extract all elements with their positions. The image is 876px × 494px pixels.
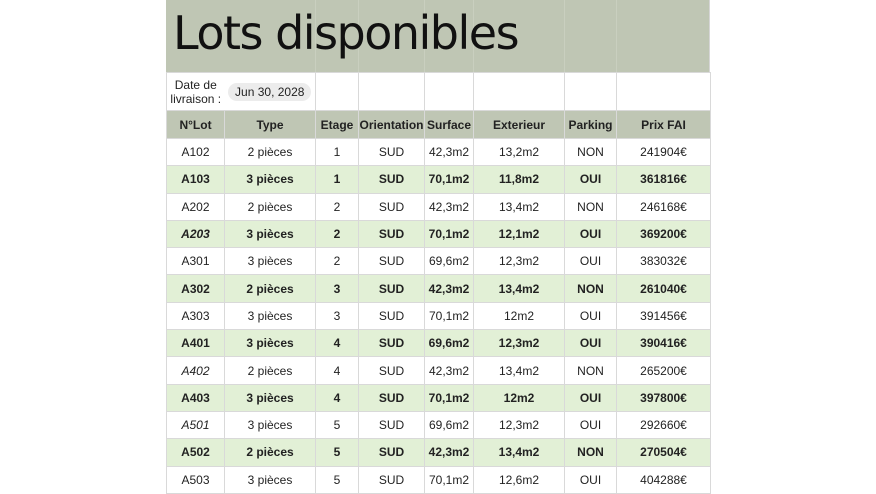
cell-lot[interactable]: A302 bbox=[167, 275, 225, 302]
cell-type[interactable]: 3 pièces bbox=[225, 248, 316, 275]
cell-type[interactable]: 3 pièces bbox=[225, 466, 316, 493]
cell-orientation[interactable]: SUD bbox=[359, 139, 425, 166]
cell-surface[interactable]: 42,3m2 bbox=[425, 139, 474, 166]
cell-etage[interactable]: 3 bbox=[316, 302, 359, 329]
cell-parking[interactable]: OUI bbox=[565, 220, 617, 247]
cell-orientation[interactable]: SUD bbox=[359, 466, 425, 493]
cell-exterieur[interactable]: 12m2 bbox=[474, 384, 565, 411]
cell-lot[interactable]: A402 bbox=[167, 357, 225, 384]
cell-prix[interactable]: 246168€ bbox=[617, 193, 711, 220]
cell-surface[interactable]: 70,1m2 bbox=[425, 220, 474, 247]
cell-lot[interactable]: A301 bbox=[167, 248, 225, 275]
cell-orientation[interactable]: SUD bbox=[359, 166, 425, 193]
cell-lot[interactable]: A102 bbox=[167, 139, 225, 166]
cell-orientation[interactable]: SUD bbox=[359, 302, 425, 329]
cell-type[interactable]: 2 pièces bbox=[225, 275, 316, 302]
col-header-orientation[interactable]: Orientation bbox=[359, 111, 425, 139]
cell-orientation[interactable]: SUD bbox=[359, 193, 425, 220]
cell-etage[interactable]: 2 bbox=[316, 193, 359, 220]
empty-cell[interactable] bbox=[425, 73, 474, 111]
cell-prix[interactable]: 270504€ bbox=[617, 439, 711, 466]
cell-lot[interactable]: A303 bbox=[167, 302, 225, 329]
cell-parking[interactable]: OUI bbox=[565, 248, 617, 275]
table-row bbox=[167, 466, 711, 493]
cell-orientation[interactable]: SUD bbox=[359, 220, 425, 247]
cell-parking[interactable]: OUI bbox=[565, 384, 617, 411]
col-header-type[interactable]: Type bbox=[225, 111, 316, 139]
cell-type[interactable]: 3 pièces bbox=[225, 411, 316, 438]
table-row bbox=[167, 330, 711, 357]
cell-surface[interactable]: 70,1m2 bbox=[425, 302, 474, 329]
cell-orientation[interactable]: SUD bbox=[359, 384, 425, 411]
cell-type[interactable]: 2 pièces bbox=[225, 357, 316, 384]
cell-lot[interactable]: A203 bbox=[167, 220, 225, 247]
cell-exterieur[interactable]: 12,1m2 bbox=[474, 220, 565, 247]
cell-orientation[interactable]: SUD bbox=[359, 330, 425, 357]
cell-prix[interactable]: 265200€ bbox=[617, 357, 711, 384]
cell-exterieur[interactable]: 13,4m2 bbox=[474, 439, 565, 466]
cell-lot[interactable]: A502 bbox=[167, 439, 225, 466]
lots-table bbox=[166, 72, 711, 494]
cell-orientation[interactable]: SUD bbox=[359, 275, 425, 302]
cell-etage[interactable]: 3 bbox=[316, 275, 359, 302]
cell-parking[interactable]: OUI bbox=[565, 411, 617, 438]
cell-surface[interactable]: 69,6m2 bbox=[425, 330, 474, 357]
cell-orientation[interactable]: SUD bbox=[359, 248, 425, 275]
cell-prix[interactable]: 397800€ bbox=[617, 384, 711, 411]
delivery-label-cell[interactable] bbox=[167, 73, 225, 111]
cell-surface[interactable]: 42,3m2 bbox=[425, 193, 474, 220]
table-row bbox=[167, 302, 711, 329]
cell-etage[interactable]: 2 bbox=[316, 248, 359, 275]
cell-prix[interactable]: 391456€ bbox=[617, 302, 711, 329]
cell-parking[interactable]: NON bbox=[565, 193, 617, 220]
table-row bbox=[167, 248, 711, 275]
cell-etage[interactable]: 1 bbox=[316, 166, 359, 193]
cell-lot[interactable]: A501 bbox=[167, 411, 225, 438]
cell-parking[interactable]: NON bbox=[565, 275, 617, 302]
cell-lot[interactable]: A202 bbox=[167, 193, 225, 220]
cell-orientation[interactable]: SUD bbox=[359, 357, 425, 384]
col-header-exterieur[interactable]: Exterieur bbox=[474, 111, 565, 139]
title-band bbox=[166, 0, 710, 72]
table-row bbox=[167, 193, 711, 220]
col-header-lot[interactable]: N°Lot bbox=[167, 111, 225, 139]
table-row bbox=[167, 411, 711, 438]
cell-prix[interactable]: 369200€ bbox=[617, 220, 711, 247]
cell-etage[interactable]: 4 bbox=[316, 357, 359, 384]
cell-lot[interactable]: A503 bbox=[167, 466, 225, 493]
cell-parking[interactable]: OUI bbox=[565, 302, 617, 329]
cell-exterieur[interactable]: 11,8m2 bbox=[474, 166, 565, 193]
cell-etage[interactable]: 2 bbox=[316, 220, 359, 247]
spreadsheet bbox=[166, 0, 710, 494]
cell-etage[interactable]: 4 bbox=[316, 330, 359, 357]
cell-parking[interactable]: OUI bbox=[565, 466, 617, 493]
cell-surface[interactable]: 42,3m2 bbox=[425, 439, 474, 466]
col-header-parking[interactable]: Parking bbox=[565, 111, 617, 139]
table-row bbox=[167, 357, 711, 384]
cell-prix[interactable]: 261040€ bbox=[617, 275, 711, 302]
empty-cell[interactable] bbox=[565, 73, 617, 111]
cell-exterieur[interactable]: 12,3m2 bbox=[474, 411, 565, 438]
cell-parking[interactable]: OUI bbox=[565, 330, 617, 357]
cell-type[interactable]: 3 pièces bbox=[225, 330, 316, 357]
empty-cell[interactable] bbox=[617, 73, 711, 111]
cell-surface[interactable]: 70,1m2 bbox=[425, 384, 474, 411]
cell-surface[interactable]: 69,6m2 bbox=[425, 248, 474, 275]
cell-type[interactable]: 2 pièces bbox=[225, 193, 316, 220]
delivery-row bbox=[167, 73, 711, 111]
cell-exterieur[interactable]: 12,3m2 bbox=[474, 330, 565, 357]
cell-exterieur[interactable]: 12,3m2 bbox=[474, 248, 565, 275]
table-row bbox=[167, 220, 711, 247]
empty-cell[interactable] bbox=[359, 73, 425, 111]
cell-etage[interactable]: 5 bbox=[316, 466, 359, 493]
cell-type[interactable]: 3 pièces bbox=[225, 384, 316, 411]
cell-surface[interactable]: 70,1m2 bbox=[425, 166, 474, 193]
cell-surface[interactable]: 70,1m2 bbox=[425, 466, 474, 493]
cell-type[interactable]: 3 pièces bbox=[225, 166, 316, 193]
page-title: Lots disponibles bbox=[173, 6, 519, 60]
delivery-label: Date de livraison : bbox=[170, 77, 222, 106]
cell-prix[interactable]: 241904€ bbox=[617, 139, 711, 166]
cell-type[interactable]: 2 pièces bbox=[225, 439, 316, 466]
cell-exterieur[interactable]: 12,6m2 bbox=[474, 466, 565, 493]
cell-lot[interactable]: A401 bbox=[167, 330, 225, 357]
cell-exterieur[interactable]: 12m2 bbox=[474, 302, 565, 329]
col-header-prix[interactable]: Prix FAI bbox=[617, 111, 711, 139]
cell-orientation[interactable]: SUD bbox=[359, 439, 425, 466]
cell-surface[interactable]: 42,3m2 bbox=[425, 275, 474, 302]
cell-surface[interactable]: 42,3m2 bbox=[425, 357, 474, 384]
cell-prix[interactable]: 390416€ bbox=[617, 330, 711, 357]
cell-etage[interactable]: 4 bbox=[316, 384, 359, 411]
table-row bbox=[167, 275, 711, 302]
cell-etage[interactable]: 5 bbox=[316, 411, 359, 438]
col-header-surface[interactable]: Surface bbox=[425, 111, 474, 139]
cell-etage[interactable]: 1 bbox=[316, 139, 359, 166]
cell-prix[interactable]: 383032€ bbox=[617, 248, 711, 275]
cell-parking[interactable]: NON bbox=[565, 139, 617, 166]
cell-exterieur[interactable]: 13,4m2 bbox=[474, 193, 565, 220]
cell-type[interactable]: 2 pièces bbox=[225, 139, 316, 166]
col-header-etage[interactable]: Etage bbox=[316, 111, 359, 139]
cell-orientation[interactable]: SUD bbox=[359, 411, 425, 438]
cell-exterieur[interactable]: 13,4m2 bbox=[474, 357, 565, 384]
cell-parking[interactable]: OUI bbox=[565, 166, 617, 193]
empty-cell[interactable] bbox=[474, 73, 565, 111]
cell-prix[interactable]: 361816€ bbox=[617, 166, 711, 193]
delivery-date-chip[interactable]: Jun 30, 2028 bbox=[228, 83, 311, 101]
cell-prix[interactable]: 404288€ bbox=[617, 466, 711, 493]
delivery-date-cell[interactable] bbox=[225, 73, 316, 111]
table-row bbox=[167, 384, 711, 411]
table-row bbox=[167, 166, 711, 193]
empty-cell[interactable] bbox=[316, 73, 359, 111]
cell-parking[interactable]: NON bbox=[565, 357, 617, 384]
header-row bbox=[167, 111, 711, 139]
cell-parking[interactable]: NON bbox=[565, 439, 617, 466]
cell-exterieur[interactable]: 13,2m2 bbox=[474, 139, 565, 166]
cell-exterieur[interactable]: 13,4m2 bbox=[474, 275, 565, 302]
cell-surface[interactable]: 69,6m2 bbox=[425, 411, 474, 438]
table-row bbox=[167, 439, 711, 466]
cell-etage[interactable]: 5 bbox=[316, 439, 359, 466]
cell-type[interactable]: 3 pièces bbox=[225, 302, 316, 329]
cell-lot[interactable]: A403 bbox=[167, 384, 225, 411]
cell-type[interactable]: 3 pièces bbox=[225, 220, 316, 247]
table-row bbox=[167, 139, 711, 166]
cell-prix[interactable]: 292660€ bbox=[617, 411, 711, 438]
cell-lot[interactable]: A103 bbox=[167, 166, 225, 193]
